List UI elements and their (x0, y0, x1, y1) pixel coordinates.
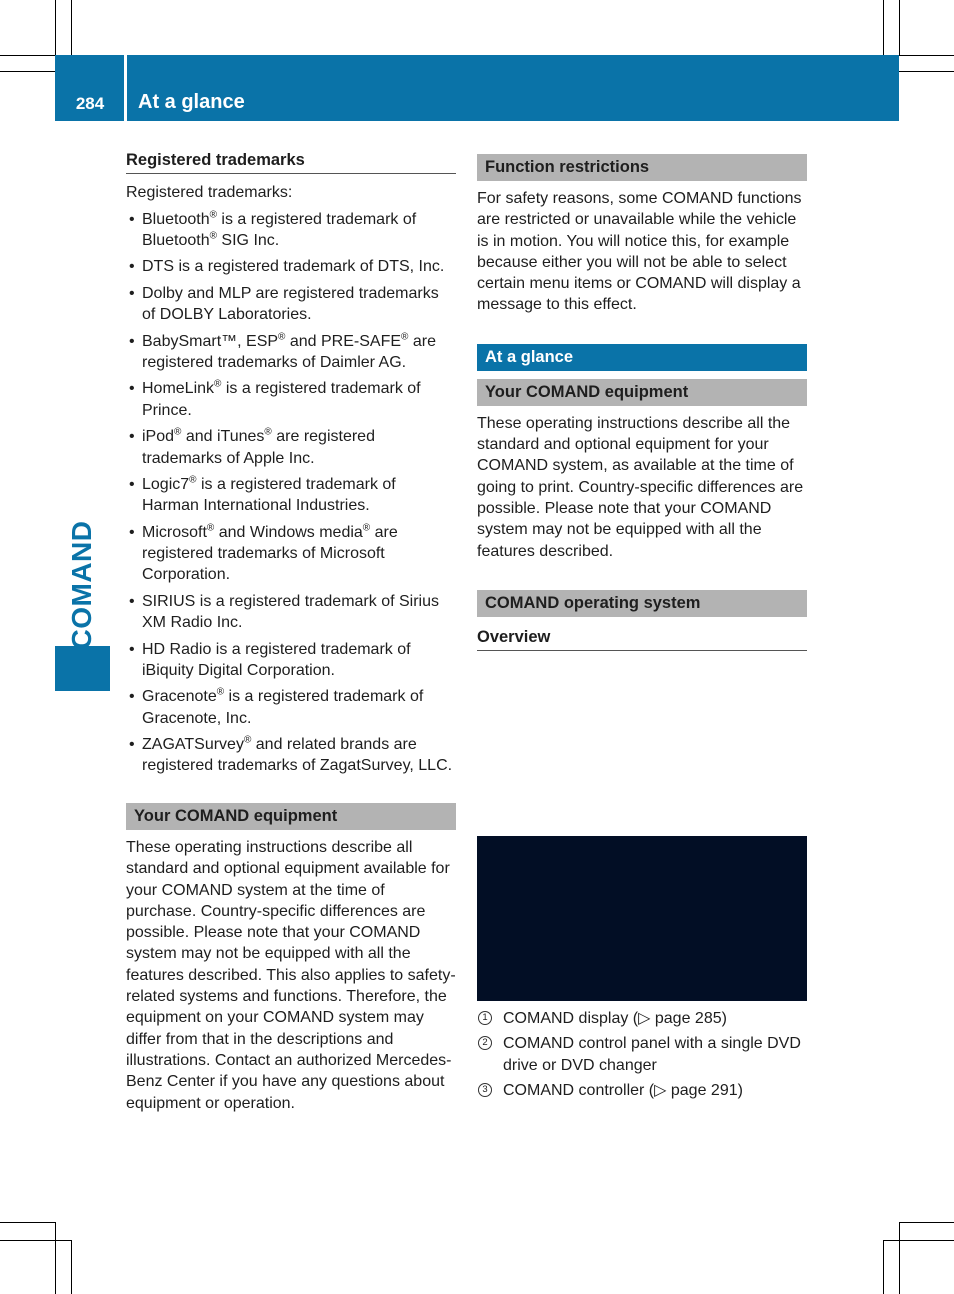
comand-equipment-heading: Your COMAND equipment (477, 379, 807, 406)
trademark-item (126, 639, 456, 682)
page-number: 284 (75, 94, 105, 113)
equipment-text: These operating instructions describe all standard and optional equipment available for your COMAND system at the time of purchase. Country-specific differences are possible. Please note that your COMAND system may not be equipped with all the features described. This also applies to safety-related systems and functions. Therefore, the equipment on your COMAND system may differ from that in the descriptions and illustrations. Contact an authorized Mercedes-Benz Center if you have any questions about equipment or operation. (126, 838, 456, 1112)
dashboard-image (477, 836, 807, 1001)
side-tab-label: COMAND (66, 520, 97, 650)
crop-mark (0, 1222, 55, 1223)
trademark-text: iPod (142, 428, 175, 446)
crop-mark (0, 1240, 71, 1241)
trademark-item (126, 686, 456, 729)
trademark-text: are registered trademarks of Daimler AG. (142, 332, 436, 371)
trademark-item (126, 426, 456, 469)
trademark-text: and Windows media (214, 523, 363, 541)
header-separator (124, 55, 127, 121)
crop-mark (55, 1222, 56, 1294)
trademark-text: is a registered trademark of Gracenote, Inc. (142, 688, 424, 727)
crop-mark (899, 71, 954, 72)
trademark-text: Logic7 (142, 475, 190, 493)
crop-mark (71, 1240, 72, 1294)
legend-number: 1 (478, 1011, 492, 1025)
crop-mark (55, 0, 56, 55)
trademark-item (126, 331, 456, 374)
trademark-text: HomeLink (142, 380, 215, 398)
legend-item (477, 1008, 807, 1029)
crop-mark (899, 0, 900, 55)
trademark-text: and PRE-SAFE (285, 332, 402, 350)
registered-mark: ® (189, 474, 197, 486)
side-tab-marker (55, 646, 110, 691)
restrictions-text: For safety reasons, some COMAND functions are restricted or unavailable while the vehicle is in motion. You will notice this, for example because either you will not be able to select certain menu items or COMAND will display a message to this effect. (477, 190, 802, 314)
registered-mark: ® (209, 230, 217, 242)
registered-mark: ® (209, 209, 217, 221)
trademark-text: Dolby and MLP are registered trademarks of DOLBY Laboratories. (142, 284, 439, 324)
trademark-item (126, 522, 456, 586)
at-a-glance-heading: At a glance (477, 344, 807, 371)
crop-mark (883, 0, 884, 55)
legend-number: 2 (478, 1036, 492, 1050)
trademark-text: SIRIUS is a registered trademark of Sirius XM Radio Inc. (142, 592, 439, 632)
crop-mark (899, 1222, 900, 1294)
trademark-text: SIG Inc. (216, 231, 280, 249)
equipment-heading: Your COMAND equipment (126, 803, 456, 830)
trademark-item (126, 209, 456, 252)
crop-mark (899, 1222, 954, 1223)
trademarks-intro: Registered trademarks: (126, 184, 293, 202)
trademark-item (126, 474, 456, 517)
registered-mark: ® (278, 331, 286, 343)
registered-mark: ® (362, 522, 371, 534)
legend-number: 3 (478, 1083, 492, 1097)
legend-text: COMAND control panel with a single DVD drive or DVD changer (503, 1035, 801, 1074)
header-title: At a glance (138, 91, 245, 113)
legend-text: COMAND controller (▷ page 291) (503, 1082, 743, 1100)
overview-figure (477, 661, 807, 1001)
trademarks-heading: Registered trademarks (126, 150, 456, 174)
trademark-text: is a registered trademark of Prince. (142, 380, 421, 419)
registered-mark: ® (206, 522, 215, 534)
trademark-text: BabySmart™, ESP (142, 332, 279, 350)
crop-mark (899, 55, 954, 56)
right-column (477, 150, 807, 1105)
trademark-text: Microsoft (142, 523, 207, 541)
legend-item (477, 1033, 807, 1076)
trademark-item (126, 591, 456, 634)
comand-equipment-text: These operating instructions describe all the standard and optional equipment for your COMAND system, as available at the time of going to print. Country-specific differences are possible. Please note that your COMAND system may not be equipped with all the features described. (477, 414, 804, 560)
trademark-text: DTS is a registered trademark of DTS, Inc. (142, 258, 445, 276)
registered-mark: ® (216, 687, 225, 699)
registered-mark: ® (264, 426, 272, 438)
legend-text: COMAND display (▷ page 285) (503, 1010, 727, 1028)
trademark-item (126, 378, 456, 421)
trademark-text: Bluetooth (142, 210, 210, 228)
trademark-item (126, 283, 456, 326)
trademark-text: and iTunes (181, 428, 265, 446)
trademark-text: Gracenote (142, 688, 217, 706)
figure-legend (477, 1008, 807, 1101)
left-column (126, 150, 456, 1114)
overview-heading: Overview (477, 627, 807, 651)
crop-mark (883, 1240, 954, 1241)
registered-mark: ® (174, 426, 182, 438)
trademark-item (126, 734, 456, 777)
trademarks-list (126, 209, 456, 777)
registered-mark: ® (401, 331, 409, 343)
trademark-text: ZAGATSurvey (142, 736, 244, 754)
crop-mark (0, 55, 55, 56)
trademark-text: is a registered trademark of Bluetooth (142, 210, 417, 249)
trademark-text: is a registered trademark of Harman International Industries. (142, 475, 396, 515)
registered-mark: ® (214, 379, 222, 391)
crop-mark (71, 0, 72, 55)
trademark-text: and related brands are registered trademarks of ZagatSurvey, LLC. (142, 736, 453, 775)
trademark-text: are registered trademarks of Microsoft Corporation. (142, 523, 398, 584)
legend-item (477, 1080, 807, 1101)
crop-mark (883, 1240, 884, 1294)
registered-mark: ® (243, 734, 252, 746)
trademark-text: HD Radio is a registered trademark of iBiquity Digital Corporation. (142, 640, 411, 679)
trademark-item (126, 256, 456, 277)
operating-system-heading: COMAND operating system (477, 590, 807, 617)
restrictions-heading: Function restrictions (477, 154, 807, 181)
trademark-text: are registered trademarks of Apple Inc. (142, 428, 375, 467)
crop-mark (0, 71, 55, 72)
